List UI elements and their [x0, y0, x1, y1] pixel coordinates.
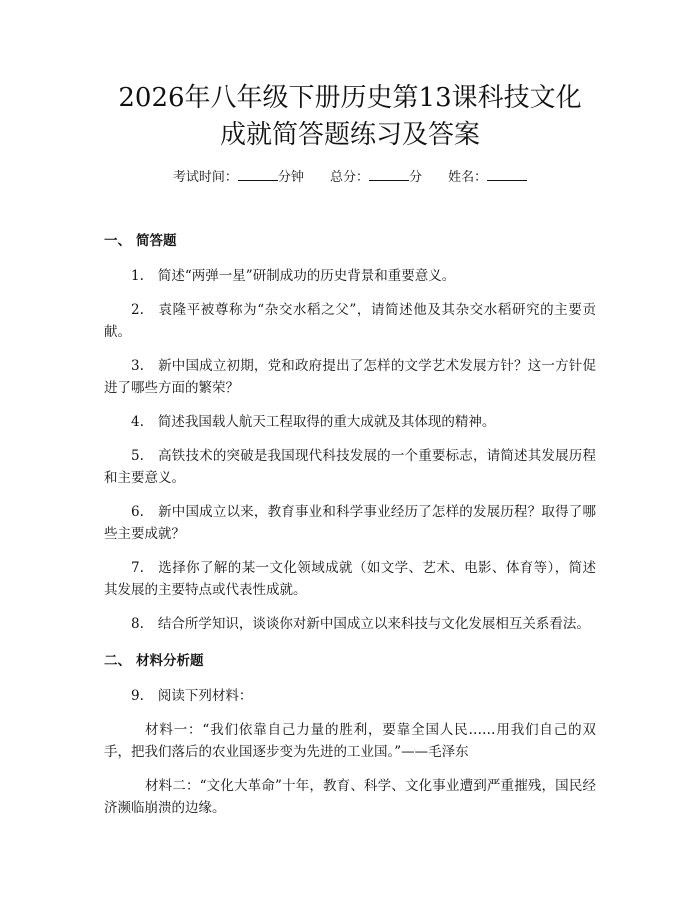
question	[104, 355, 596, 399]
question-number: 1.	[131, 268, 144, 284]
question	[104, 613, 596, 635]
question	[104, 265, 596, 287]
question	[104, 299, 596, 343]
section-number: 二、	[104, 653, 131, 669]
exam-time-label: 考试时间：	[172, 170, 238, 185]
question-text: 新中国成立以来，教育事业和科学事业经历了怎样的发展历程？取得了哪些主要成就？	[104, 504, 596, 542]
question-number: 3.	[131, 358, 144, 374]
section-heading	[104, 231, 596, 251]
exam-time	[173, 170, 304, 185]
question-text: 选择你了解的某一文化领域成就（如文学、艺术、电影、体育等），简述其发展的主要特点或代表性成就。	[104, 560, 596, 598]
exam-score	[330, 170, 422, 185]
exam-name	[448, 170, 527, 185]
section-heading	[104, 651, 596, 671]
question-text: 新中国成立初期，党和政府提出了怎样的文学艺术发展方针？这一方针促进了哪些方面的繁荣？	[104, 358, 596, 396]
section-number: 一、	[104, 233, 131, 249]
question	[104, 445, 596, 489]
exam-name-blank	[487, 166, 527, 181]
question	[104, 411, 596, 433]
exam-score-blank	[369, 166, 409, 181]
question-text: 简述“两弹一星”研制成功的历史背景和重要意义。	[157, 268, 456, 284]
question-number: 8.	[131, 616, 144, 632]
question-number: 7.	[131, 560, 144, 576]
material-paragraph: 材料二：“文化大革命”十年，教育、科学、文化事业遭到严重摧残，国民经济濒临崩溃的边缘。	[104, 778, 596, 816]
question-number: 4.	[131, 414, 144, 430]
question-number: 6.	[131, 504, 144, 520]
exam-time-unit: 分钟	[277, 170, 304, 185]
question-text: 结合所学知识，谈谈你对新中国成立以来科技与文化发展相互关系看法。	[157, 616, 590, 632]
question-text: 高铁技术的突破是我国现代科技发展的一个重要标志，请简述其发展历程和主要意义。	[104, 448, 596, 486]
exam-info	[104, 166, 596, 189]
question-number: 2.	[131, 302, 144, 318]
exam-score-label: 总分：	[329, 170, 369, 185]
exam-name-label: 姓名：	[448, 170, 488, 185]
exam-time-blank	[238, 166, 278, 181]
section-title: 材料分析题	[136, 653, 204, 669]
question-number: 5.	[131, 448, 144, 464]
document-title: 2026年八年级下册历史第13课科技文化成就简答题练习及答案	[118, 83, 582, 150]
question-text: 阅读下列材料：	[157, 688, 253, 704]
question	[104, 501, 596, 545]
section-title: 简答题	[136, 233, 177, 249]
question-text: 简述我国载人航天工程取得的重大成就及其体现的精神。	[157, 414, 496, 430]
question-number: 9.	[131, 688, 144, 704]
exam-score-unit: 分	[409, 170, 423, 185]
question-text: 袁隆平被尊称为“杂交水稻之父”，请简述他及其杂交水稻研究的主要贡献。	[104, 302, 596, 340]
question	[104, 557, 596, 601]
question	[104, 685, 596, 707]
material-paragraph: 材料一：“我们依靠自己力量的胜利，要靠全国人民……用我们自己的双手，把我们落后的农业国逐步变为先进的工业国。”——毛泽东	[104, 722, 596, 760]
